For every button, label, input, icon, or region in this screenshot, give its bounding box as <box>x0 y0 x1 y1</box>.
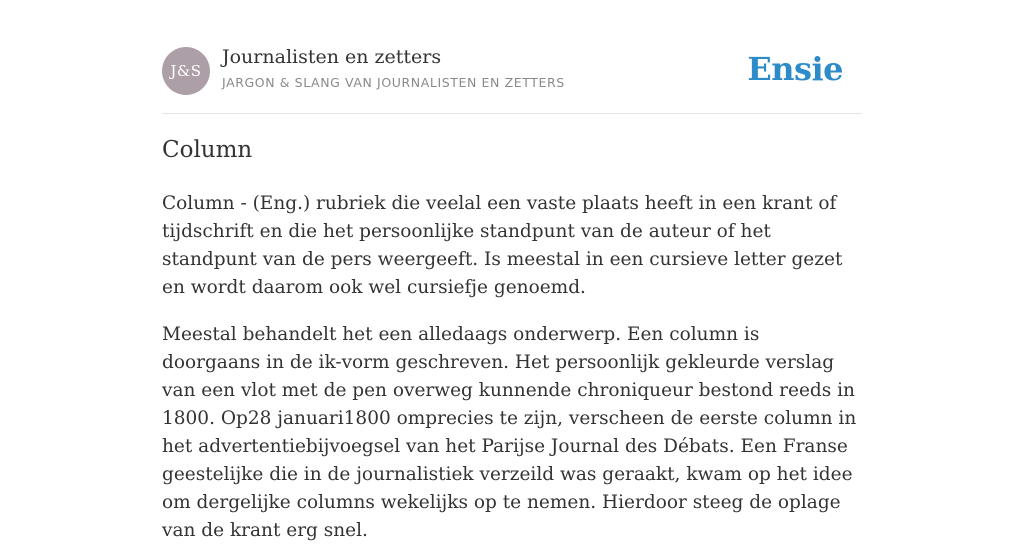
page-container <box>162 0 862 541</box>
definition-paragraph: Column - (Eng.) rubriek die veelal een vaste plaats heeft in een krant of tijdschrift en die het persoonlijke standpunt van de auteur of het standpunt van de pers weergeeft. Is meestal in een cursieve letter gezet en wordt daarom ook wel cursiefje genoemd. <box>162 193 843 298</box>
publisher-subtitle: JARGON & SLANG VAN JOURNALISTEN EN ZETTERS <box>222 75 565 90</box>
site-header <box>162 0 862 114</box>
definition-paragraph: Meestal behandelt het een alledaags onderwerp. Een column is doorgaans in de ik-vorm geschreven. Het persoonlijk gekleurde verslag van een vlot met de pen overweg kunnende chroniqueur bestond reeds in 1800. Op28 januari1800 omprecies te zijn, verscheen de eerste column in het advertentiebijvoegsel van het Parijse Journal des Débats. Een Franse geestelijke die in de journalistiek verzeild was geraakt, kwam op het idee om dergelijke columns wekelijks op te nemen. Hierdoor steeg de oplage van de krant erg snel. <box>162 324 857 541</box>
page-title: Column <box>162 137 253 163</box>
publisher-title[interactable]: Journalisten en zetters <box>222 46 442 68</box>
publisher-avatar[interactable]: J&S <box>162 47 210 95</box>
ensie-logo-link[interactable]: Ensie <box>747 50 843 88</box>
